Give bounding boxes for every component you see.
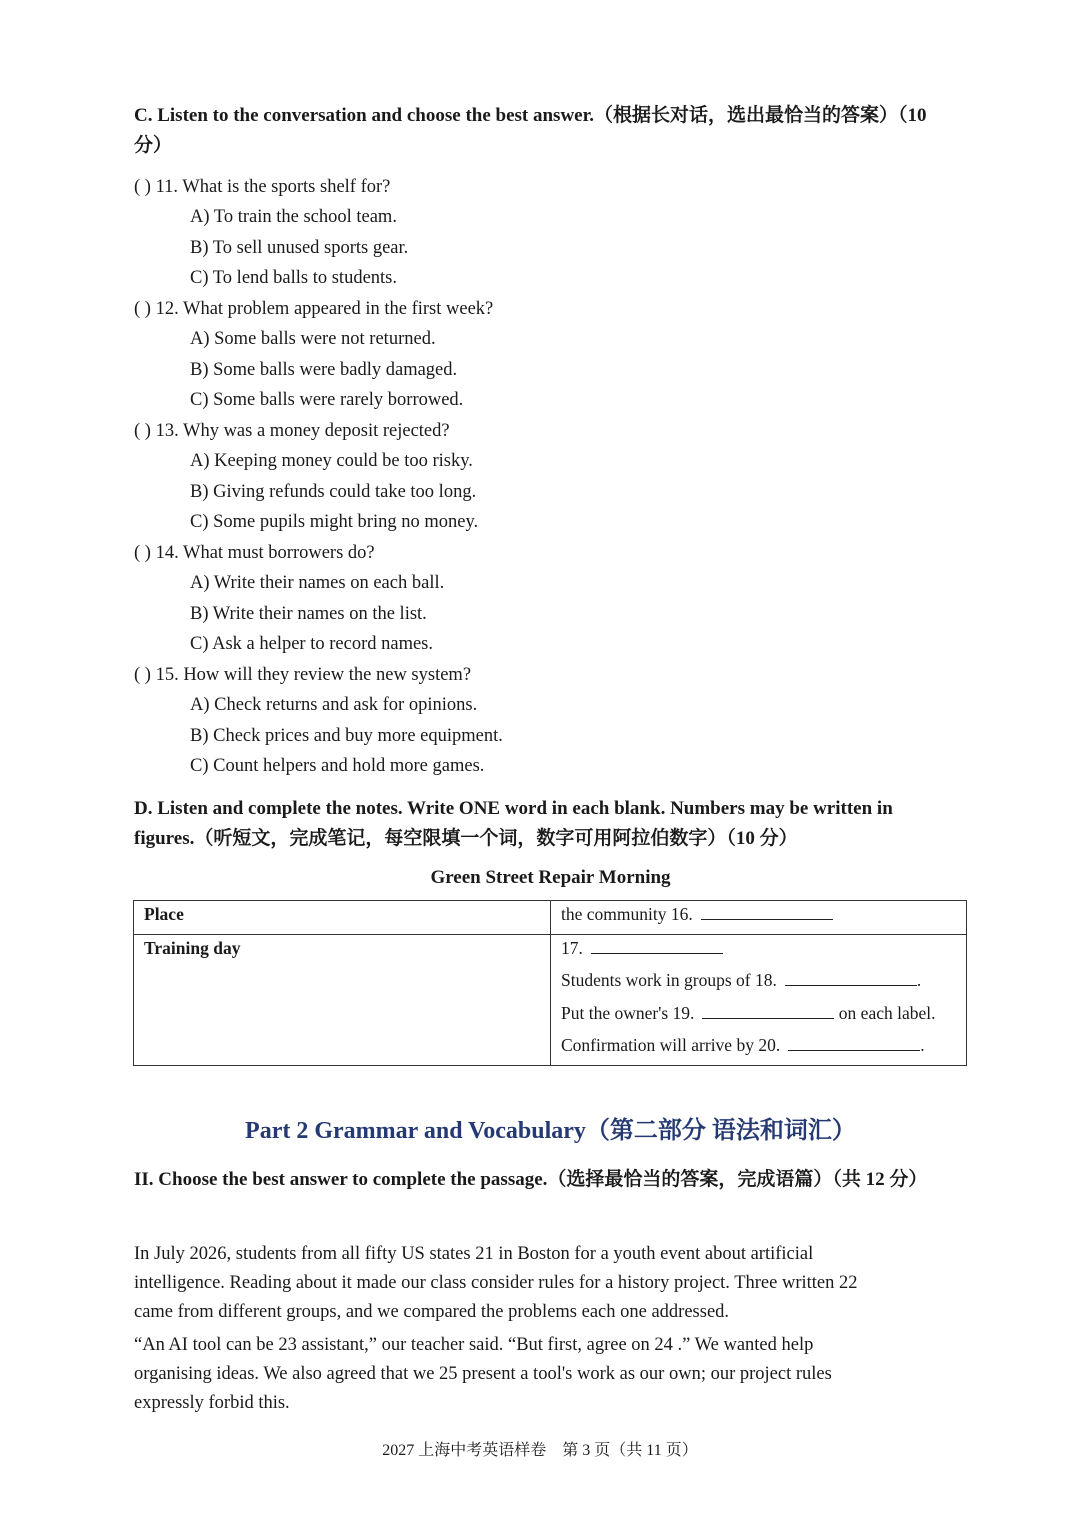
blank-line-20: Confirmation will arrive by 20. . [561,1035,925,1055]
blank-line-17: 17. [561,935,956,968]
section-c-title: C. Listen to the conversation and choose the best answer.（根据长对话，选出最恰当的答案）（10 分） [134,105,927,156]
option-11a: A) To train the school team. [190,207,397,227]
option-14a: A) Write their names on each ball. [190,573,445,593]
passage-line: “An AI tool can be 23 assistant,” our teacher said. “But first, agree on 24 .” We wanted help [134,1335,814,1355]
blank-line-19: Put the owner's 19. on each label. [561,1002,936,1023]
question-15: ( ) 15. How will they review the new system? [134,665,472,685]
answer-blank-19[interactable] [702,1002,834,1019]
option-15c: C) Count helpers and hold more games. [190,756,485,776]
row-label: Place [134,901,551,935]
option-15b: B) Check prices and buy more equipment. [190,726,503,746]
option-11b: B) To sell unused sports gear. [190,238,409,258]
row-label: Training day [134,934,551,1065]
section-d-title: D. Listen and complete the notes. Write ONE word in each blank. Numbers may be written in figures.（听短文，完成笔记，每空限填一个词，数字可用阿拉伯数字）（10 分） [134,798,893,849]
answer-blank-17[interactable] [591,937,723,954]
page-footer: 2027 上海中考英语样卷 第 3 页（共 11 页） [382,1442,698,1459]
passage-line: organising ideas. We also agreed that we 25 present a tool's work as our own; our project rules [134,1364,832,1384]
question-14: ( ) 14. What must borrowers do? [134,543,375,563]
option-13b: B) Giving refunds could take too long. [190,482,477,502]
option-13a: A) Keeping money could be too risky. [190,451,473,471]
passage-line: expressly forbid this. [134,1393,290,1413]
passage-line: came from different groups, and we compared the problems each one addressed. [134,1302,730,1322]
blank-line-18: Students work in groups of 18. . [561,970,922,990]
passage-paragraph-1 [134,1240,934,1327]
passage-line: intelligence. Reading about it made our class consider rules for a history project. Three written 22 [134,1273,858,1293]
passage-line: In July 2026, students from all fifty US states 21 in Boston for a youth event about artificial [134,1244,814,1264]
part-2-title: Part 2 Grammar and Vocabulary（第二部分 语法和词汇） [245,1118,856,1144]
row-content [551,934,967,1065]
blank-line-16: the community 16. [561,901,956,934]
table-row-place [134,901,967,935]
section-ii-title: II. Choose the best answer to complete the passage.（选择最恰当的答案，完成语篇）（共 12 分） [134,1169,928,1190]
table-row-training [134,934,967,1065]
option-12b: B) Some balls were badly damaged. [190,360,458,380]
table-caption: Green Street Repair Morning [430,867,671,888]
question-13: ( ) 13. Why was a money deposit rejected? [134,421,450,441]
option-12c: C) Some balls were rarely borrowed. [190,390,464,410]
option-13c: C) Some pupils might bring no money. [190,512,479,532]
option-12a: A) Some balls were not returned. [190,329,436,349]
passage-paragraph-2 [134,1331,934,1418]
question-11: ( ) 11. What is the sports shelf for? [134,177,391,197]
option-14b: B) Write their names on the list. [190,604,427,624]
notes-table [133,900,967,1066]
answer-blank-18[interactable] [785,969,917,986]
option-15a: A) Check returns and ask for opinions. [190,695,478,715]
answer-blank-16[interactable] [701,903,833,920]
option-11c: C) To lend balls to students. [190,268,397,288]
option-14c: C) Ask a helper to record names. [190,634,433,654]
question-12: ( ) 12. What problem appeared in the first week? [134,299,494,319]
answer-blank-20[interactable] [788,1034,920,1051]
row-content [551,901,967,935]
